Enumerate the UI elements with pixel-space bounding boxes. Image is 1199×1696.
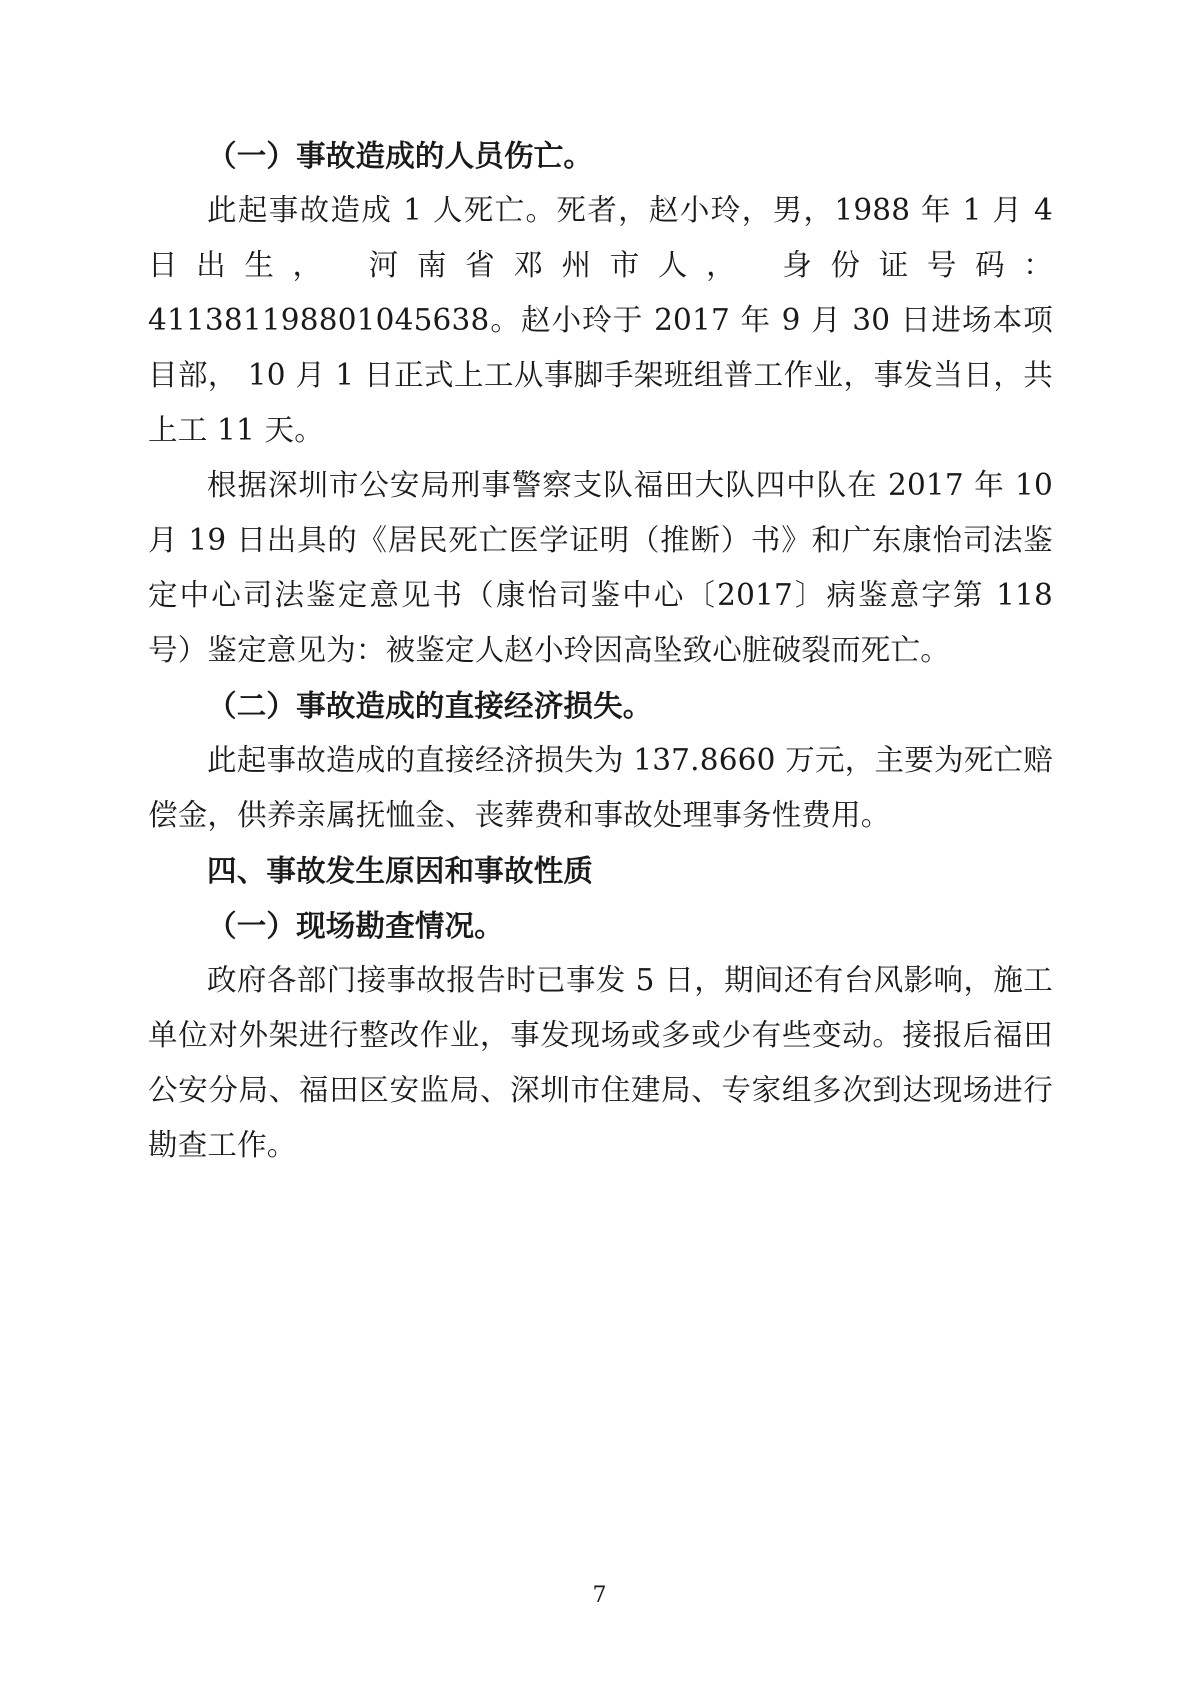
paragraph-economic-loss: 此起事故造成的直接经济损失为 137.8660 万元，主要为死亡赔偿金，供养亲属抚恤金、丧葬费和事故处理事务性费用。	[148, 743, 1053, 832]
section-heading-site-survey: （一）现场勘查情况。	[207, 908, 505, 943]
paragraph-death-certificate: 根据深圳市公安局刑事警察支队福田大队四中队在 2017 年 10 月 19 日出具的《居民死亡医学证明（推断）书》和广东康怡司法鉴定中心司法鉴定意见书（康怡司鉴中心〔2017〕病鉴意字第 118 号）鉴定意见为：被鉴定人赵小玲因高坠致心脏破裂而死亡。	[148, 468, 1053, 667]
page-number: 7	[592, 1583, 607, 1608]
section-heading-cause-and-nature: 四、事故发生原因和事故性质	[207, 853, 594, 888]
section-heading-economic-loss: （二）事故造成的直接经济损失。	[207, 688, 653, 723]
paragraph-site-survey: 政府各部门接事故报告时已事发 5 日，期间还有台风影响，施工单位对外架进行整改作业，事发现场或多或少有些变动。接报后福田公安分局、福田区安监局、深圳市住建局、专家组多次到达现场进行勘查工作。	[148, 963, 1053, 1162]
document-body	[148, 128, 1053, 1173]
section-heading-casualties: （一）事故造成的人员伤亡。	[207, 138, 594, 173]
paragraph-victim-details: 此起事故造成 1 人死亡。死者，赵小玲，男，1988 年 1 月 4 日出生， 河南省邓州市人， 身份证号码：411381198801045638。赵小玲于 2017 年 9 月 30 日进场本项目部， 10 月 1 日正式上工从事脚手架班组普工作业，事发当日，共上工 11 天。	[148, 193, 1053, 447]
